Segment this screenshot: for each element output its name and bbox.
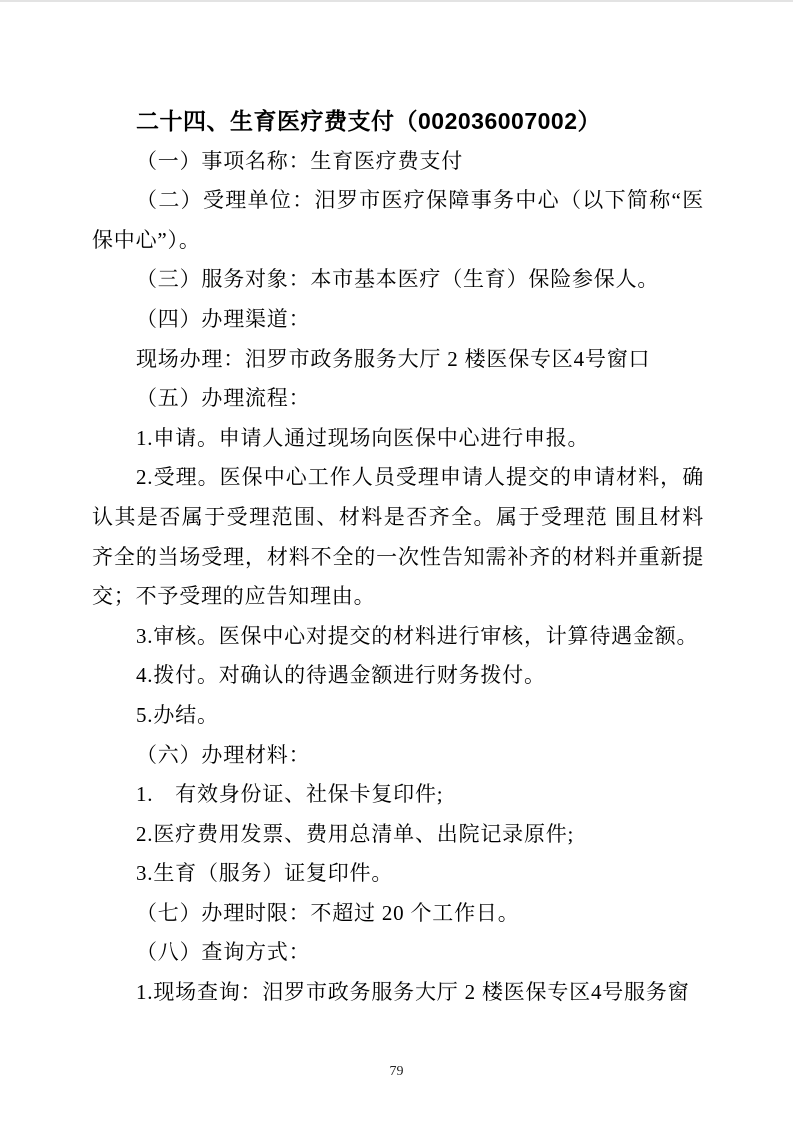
paragraph-item-2-accepting-unit: （二）受理单位：汨罗市医疗保障事务中心（以下简称“医保中心”）。 <box>92 188 704 252</box>
section-heading: 二十四、生育医疗费支付（002036007002） <box>136 108 601 134</box>
paragraph-step-4-payment: 4.拨付。对确认的待遇金额进行财务拨付。 <box>136 663 546 688</box>
paragraph-step-2-accept: 2.受理。医保中心工作人员受理申请人提交的申请材料，确认其是否属于受理范围、材料是否齐全。属于受理范 围且材料齐全的当场受理，材料不全的一次性告知需补齐的材料并重新提交；不予受理的应告知理由。 <box>92 465 704 609</box>
paragraph-item-8-inquiry: （八）查询方式： <box>136 940 311 965</box>
document-content <box>92 102 704 1013</box>
document-body <box>92 142 704 1013</box>
paragraph-onsite-handling: 现场办理：汨罗市政务服务大厅 2 楼医保专区4号窗口 <box>136 346 651 371</box>
page-number: 79 <box>389 1064 404 1079</box>
paragraph-step-5-complete: 5.办结。 <box>136 702 219 727</box>
paragraph-material-2-invoices: 2.医疗费用发票、费用总清单、出院记录原件; <box>136 821 575 846</box>
paragraph-item-7-time-limit: （七）办理时限：不超过 20 个工作日。 <box>136 900 520 925</box>
paragraph-item-1-service-name: （一）事项名称：生育医疗费支付 <box>136 148 463 173</box>
paragraph-inquiry-1-onsite: 1.现场查询：汨罗市政务服务大厅 2 楼医保专区4号服务窗 <box>136 980 690 1005</box>
paragraph-material-3-birth-cert: 3.生育（服务）证复印件。 <box>136 861 394 886</box>
paragraph-material-1-id-card: 1. 有效身份证、社保卡复印件; <box>136 782 444 807</box>
paragraph-item-5-process: （五）办理流程： <box>136 386 311 411</box>
paragraph-step-1-apply: 1.申请。申请人通过现场向医保中心进行申报。 <box>136 425 590 450</box>
paragraph-item-6-materials: （六）办理材料： <box>136 742 311 767</box>
paragraph-item-4-channels: （四）办理渠道： <box>136 306 311 331</box>
paragraph-step-3-review: 3.审核。医保中心对提交的材料进行审核，计算待遇金额。 <box>136 623 699 648</box>
paragraph-item-3-service-target: （三）服务对象：本市基本医疗（生育）保险参保人。 <box>136 267 660 292</box>
